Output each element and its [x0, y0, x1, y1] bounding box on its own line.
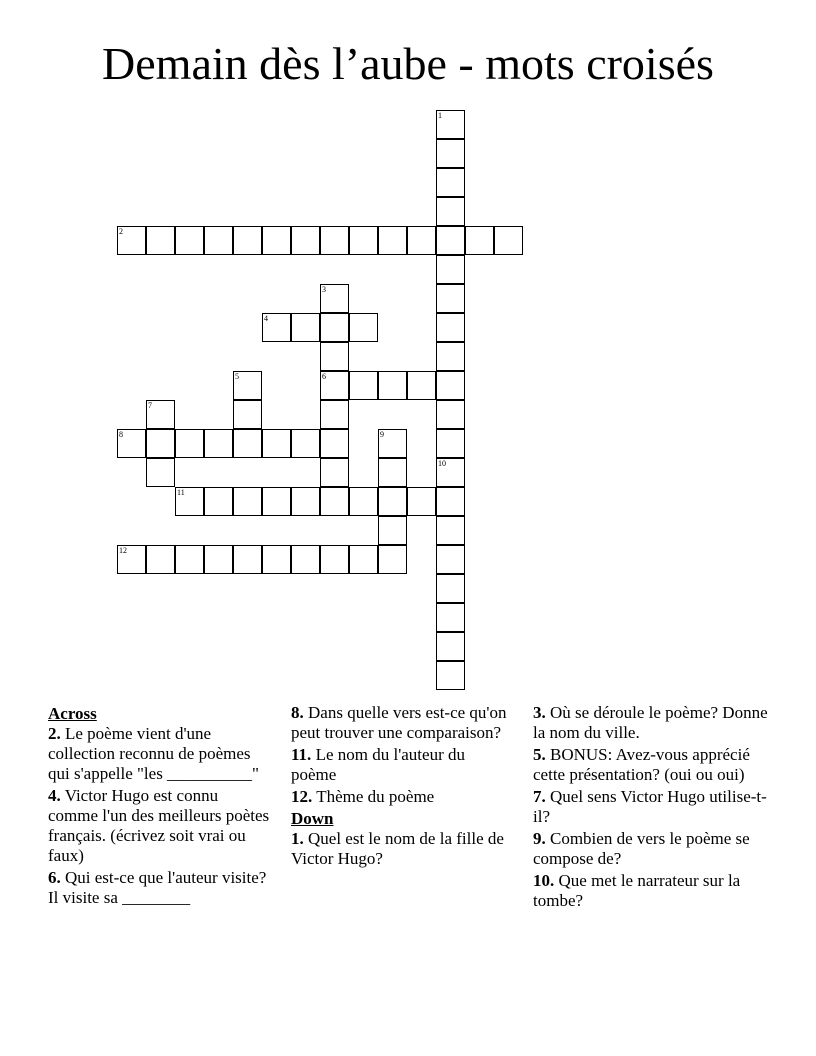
grid-cell[interactable] — [233, 545, 262, 574]
grid-cell[interactable] — [320, 226, 349, 255]
clue-across-12: 12. Thème du poème — [291, 787, 435, 806]
grid-cell[interactable] — [233, 429, 262, 458]
grid-cell[interactable] — [320, 487, 349, 516]
grid-cell[interactable] — [436, 197, 465, 226]
grid-cell[interactable] — [436, 516, 465, 545]
grid-cell[interactable] — [146, 545, 175, 574]
clue-down-5: 5. BONUS: Avez-vous apprécié cette présentation? (oui ou oui) — [533, 745, 750, 784]
grid-cell[interactable] — [291, 226, 320, 255]
grid-cell[interactable] — [146, 429, 175, 458]
grid-cell[interactable] — [320, 313, 349, 342]
grid-cell[interactable] — [146, 226, 175, 255]
grid-cell[interactable] — [378, 458, 407, 487]
grid-cell[interactable] — [233, 487, 262, 516]
clue-down-9: 9. Combien de vers le poème se compose de? — [533, 829, 750, 868]
grid-cell[interactable] — [117, 545, 146, 574]
cell-number: 11 — [177, 488, 185, 497]
grid-cell[interactable] — [320, 284, 349, 313]
grid-cell[interactable] — [146, 458, 175, 487]
cell-number: 1 — [438, 111, 442, 120]
grid-cell[interactable] — [175, 545, 204, 574]
cell-number: 5 — [235, 372, 239, 381]
grid-cell[interactable] — [146, 400, 175, 429]
grid-cell[interactable] — [436, 400, 465, 429]
grid-cell[interactable] — [320, 458, 349, 487]
grid-cell[interactable] — [378, 545, 407, 574]
grid-cell[interactable] — [436, 284, 465, 313]
cell-number: 3 — [322, 285, 326, 294]
clue-down-1: 1. Quel est le nom de la fille de Victor Hugo? — [291, 829, 504, 868]
grid-cell[interactable] — [117, 226, 146, 255]
clue-across-8: 8. Dans quelle vers est-ce qu'on peut trouver une comparaison? — [291, 703, 507, 742]
grid-cell[interactable] — [436, 458, 465, 487]
cell-number: 2 — [119, 227, 123, 236]
cell-number: 6 — [322, 372, 326, 381]
grid-cell[interactable] — [175, 429, 204, 458]
clues-column-3 — [533, 703, 773, 913]
grid-cell[interactable] — [349, 371, 378, 400]
grid-cell[interactable] — [204, 487, 233, 516]
grid-cell[interactable] — [465, 226, 494, 255]
grid-cell[interactable] — [291, 313, 320, 342]
cell-number: 8 — [119, 430, 123, 439]
cell-number: 9 — [380, 430, 384, 439]
grid-cell[interactable] — [204, 545, 233, 574]
grid-cell[interactable] — [436, 255, 465, 284]
grid-cell[interactable] — [436, 139, 465, 168]
grid-cell[interactable] — [436, 545, 465, 574]
cell-number: 12 — [119, 546, 127, 555]
grid-cell[interactable] — [349, 487, 378, 516]
clues-column-2 — [291, 703, 513, 871]
grid-cell[interactable] — [320, 429, 349, 458]
grid-cell[interactable] — [262, 313, 291, 342]
grid-cell[interactable] — [204, 429, 233, 458]
grid-cell[interactable] — [436, 632, 465, 661]
clues-column-1 — [48, 703, 270, 910]
grid-cell[interactable] — [436, 371, 465, 400]
grid-cell[interactable] — [262, 429, 291, 458]
grid-cell[interactable] — [436, 487, 465, 516]
grid-cell[interactable] — [436, 661, 465, 690]
grid-cell[interactable] — [494, 226, 523, 255]
grid-cell[interactable] — [262, 226, 291, 255]
down-heading: Down — [291, 809, 334, 828]
grid-cell[interactable] — [320, 545, 349, 574]
grid-cell[interactable] — [436, 110, 465, 139]
page-title: Demain dès l’aube - mots croisés — [102, 38, 714, 89]
clue-across-6: 6. Qui est-ce que l'auteur visite? Il visite sa ________ — [48, 868, 267, 907]
grid-cell[interactable] — [378, 429, 407, 458]
clue-down-10: 10. Que met le narrateur sur la tombe? — [533, 871, 741, 910]
grid-cell[interactable] — [262, 545, 291, 574]
grid-cell[interactable] — [436, 342, 465, 371]
grid-cell[interactable] — [436, 313, 465, 342]
grid-cell[interactable] — [349, 313, 378, 342]
grid-cell[interactable] — [436, 429, 465, 458]
grid-cell[interactable] — [378, 226, 407, 255]
cell-number: 4 — [264, 314, 268, 323]
clue-across-11: 11. Le nom du l'auteur du poème — [291, 745, 465, 784]
grid-cell[interactable] — [378, 516, 407, 545]
grid-cell[interactable] — [320, 371, 349, 400]
grid-cell[interactable] — [349, 226, 378, 255]
grid-cell[interactable] — [378, 371, 407, 400]
grid-cell[interactable] — [320, 400, 349, 429]
grid-cell[interactable] — [436, 168, 465, 197]
grid-cell[interactable] — [233, 371, 262, 400]
grid-cell[interactable] — [291, 545, 320, 574]
grid-cell[interactable] — [378, 487, 407, 516]
grid-cell[interactable] — [291, 429, 320, 458]
cell-number: 7 — [148, 401, 152, 410]
clue-across-4: 4. Victor Hugo est connu comme l'un des meilleurs poètes français. (écrivez soit vrai ou faux) — [48, 786, 270, 865]
grid-cell[interactable] — [262, 487, 291, 516]
grid-cell[interactable] — [407, 371, 436, 400]
cell-number: 10 — [438, 459, 446, 468]
grid-cell[interactable] — [349, 545, 378, 574]
grid-cell[interactable] — [233, 226, 262, 255]
grid-cell[interactable] — [436, 226, 465, 255]
grid-cell[interactable] — [175, 487, 204, 516]
grid-cell[interactable] — [117, 429, 146, 458]
grid-cell[interactable] — [407, 487, 436, 516]
clue-across-2: 2. Le poème vient d'une collection reconnu de poèmes qui s'appelle "les __________" — [48, 724, 259, 783]
grid-cell[interactable] — [436, 603, 465, 632]
grid-cell[interactable] — [204, 226, 233, 255]
grid-cell[interactable] — [320, 342, 349, 371]
grid-cell[interactable] — [175, 226, 204, 255]
clue-down-3: 3. Où se déroule le poème? Donne la nom du ville. — [533, 703, 768, 742]
grid-cell[interactable] — [436, 574, 465, 603]
grid-cell[interactable] — [291, 487, 320, 516]
across-heading: Across — [48, 704, 97, 723]
grid-cell[interactable] — [407, 226, 436, 255]
grid-cell[interactable] — [233, 400, 262, 429]
clue-down-7: 7. Quel sens Victor Hugo utilise-t-il? — [533, 787, 767, 826]
